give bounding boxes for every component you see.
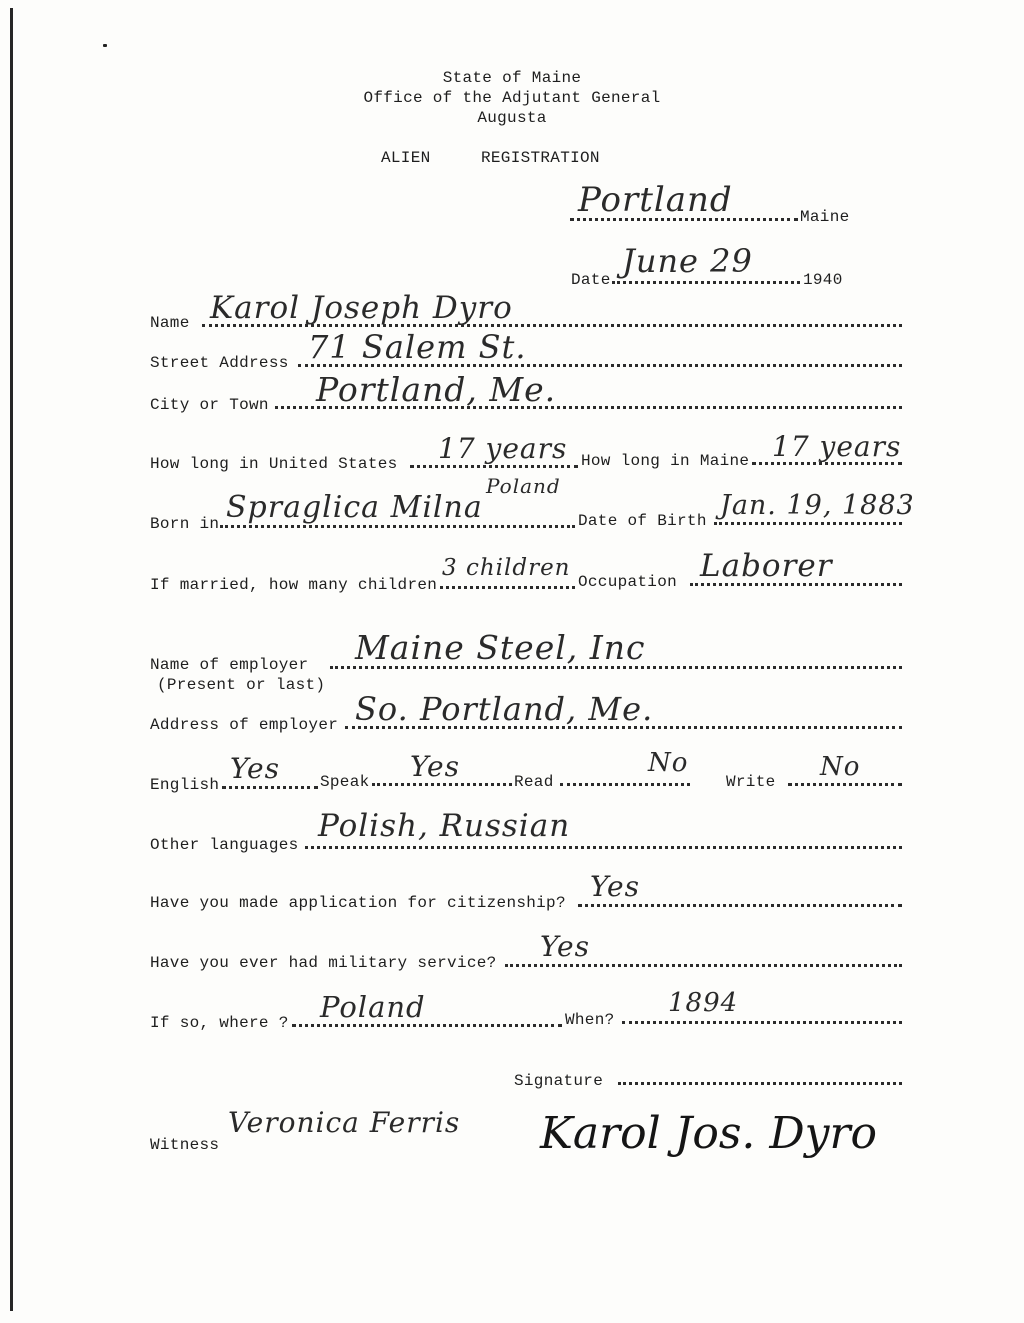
us-value: 17 years xyxy=(438,432,568,465)
scan-edge-line xyxy=(10,8,13,1311)
children-value: 3 children xyxy=(442,555,571,581)
write-value: No xyxy=(820,752,861,782)
when-value: 1894 xyxy=(668,988,739,1018)
street-label: Street Address xyxy=(150,354,289,372)
place-value: Portland xyxy=(578,180,733,220)
title-registration: REGISTRATION xyxy=(481,149,600,167)
other-lang-label: Other languages xyxy=(150,836,299,854)
witness-label: Witness xyxy=(150,1136,220,1154)
date-year: 1940 xyxy=(803,271,843,289)
occupation-value: Laborer xyxy=(700,548,833,584)
place-suffix: Maine xyxy=(800,208,850,226)
employer-sublabel: (Present or last) xyxy=(157,676,326,694)
born-country: Poland xyxy=(486,474,561,498)
city-label: City or Town xyxy=(150,396,269,414)
us-label: How long in United States xyxy=(150,455,398,473)
maine-value: 17 years xyxy=(772,430,902,463)
witness-value: Veronica Ferris xyxy=(228,1106,461,1139)
other-lang-value: Polish, Russian xyxy=(318,808,571,844)
header-state: State of Maine xyxy=(442,69,582,87)
occupation-label: Occupation xyxy=(578,573,678,591)
signature-line xyxy=(618,1074,902,1085)
scan-speck xyxy=(103,44,107,47)
maine-label: How long in Maine xyxy=(581,452,750,470)
where-label: If so, where ? xyxy=(150,1014,289,1032)
where-value: Poland xyxy=(320,990,426,1024)
when-line xyxy=(622,1013,902,1024)
when-label: When? xyxy=(565,1011,615,1029)
read-label: Read xyxy=(514,773,554,791)
employer-value: Maine Steel, Inc xyxy=(355,628,646,667)
date-value: June 29 xyxy=(622,242,753,280)
children-label: If married, how many children xyxy=(150,576,438,594)
street-value: 71 Salem St. xyxy=(308,328,527,366)
name-value: Karol Joseph Dyro xyxy=(210,290,513,326)
read-value: No xyxy=(648,748,689,778)
english-value: Yes xyxy=(230,752,280,785)
emp-address-value: So. Portland, Me. xyxy=(355,690,654,728)
city-value: Portland, Me. xyxy=(316,370,557,409)
signature-label: Signature xyxy=(514,1072,604,1090)
speak-label: Speak xyxy=(320,773,370,791)
header-city: Augusta xyxy=(477,109,547,127)
born-label: Born in xyxy=(150,515,220,533)
write-label: Write xyxy=(726,773,776,791)
citizenship-value: Yes xyxy=(590,870,640,903)
employer-label: Name of employer xyxy=(150,656,309,674)
military-value: Yes xyxy=(540,930,590,963)
dob-value: Jan. 19, 1883 xyxy=(720,490,915,521)
citizenship-label: Have you made application for citizenship? xyxy=(150,894,566,912)
title-alien: ALIEN xyxy=(381,149,431,167)
name-label: Name xyxy=(150,314,190,332)
signature-value: Karol Jos. Dyro xyxy=(540,1108,878,1159)
header-office: Office of the Adjutant General xyxy=(363,89,661,107)
date-label: Date xyxy=(571,271,611,289)
dob-label: Date of Birth xyxy=(578,512,707,530)
speak-value: Yes xyxy=(410,750,460,783)
military-label: Have you ever had military service? xyxy=(150,954,497,972)
english-label: English xyxy=(150,776,220,794)
emp-address-label: Address of employer xyxy=(150,716,339,734)
born-value: Spraglica Milna xyxy=(226,490,483,525)
